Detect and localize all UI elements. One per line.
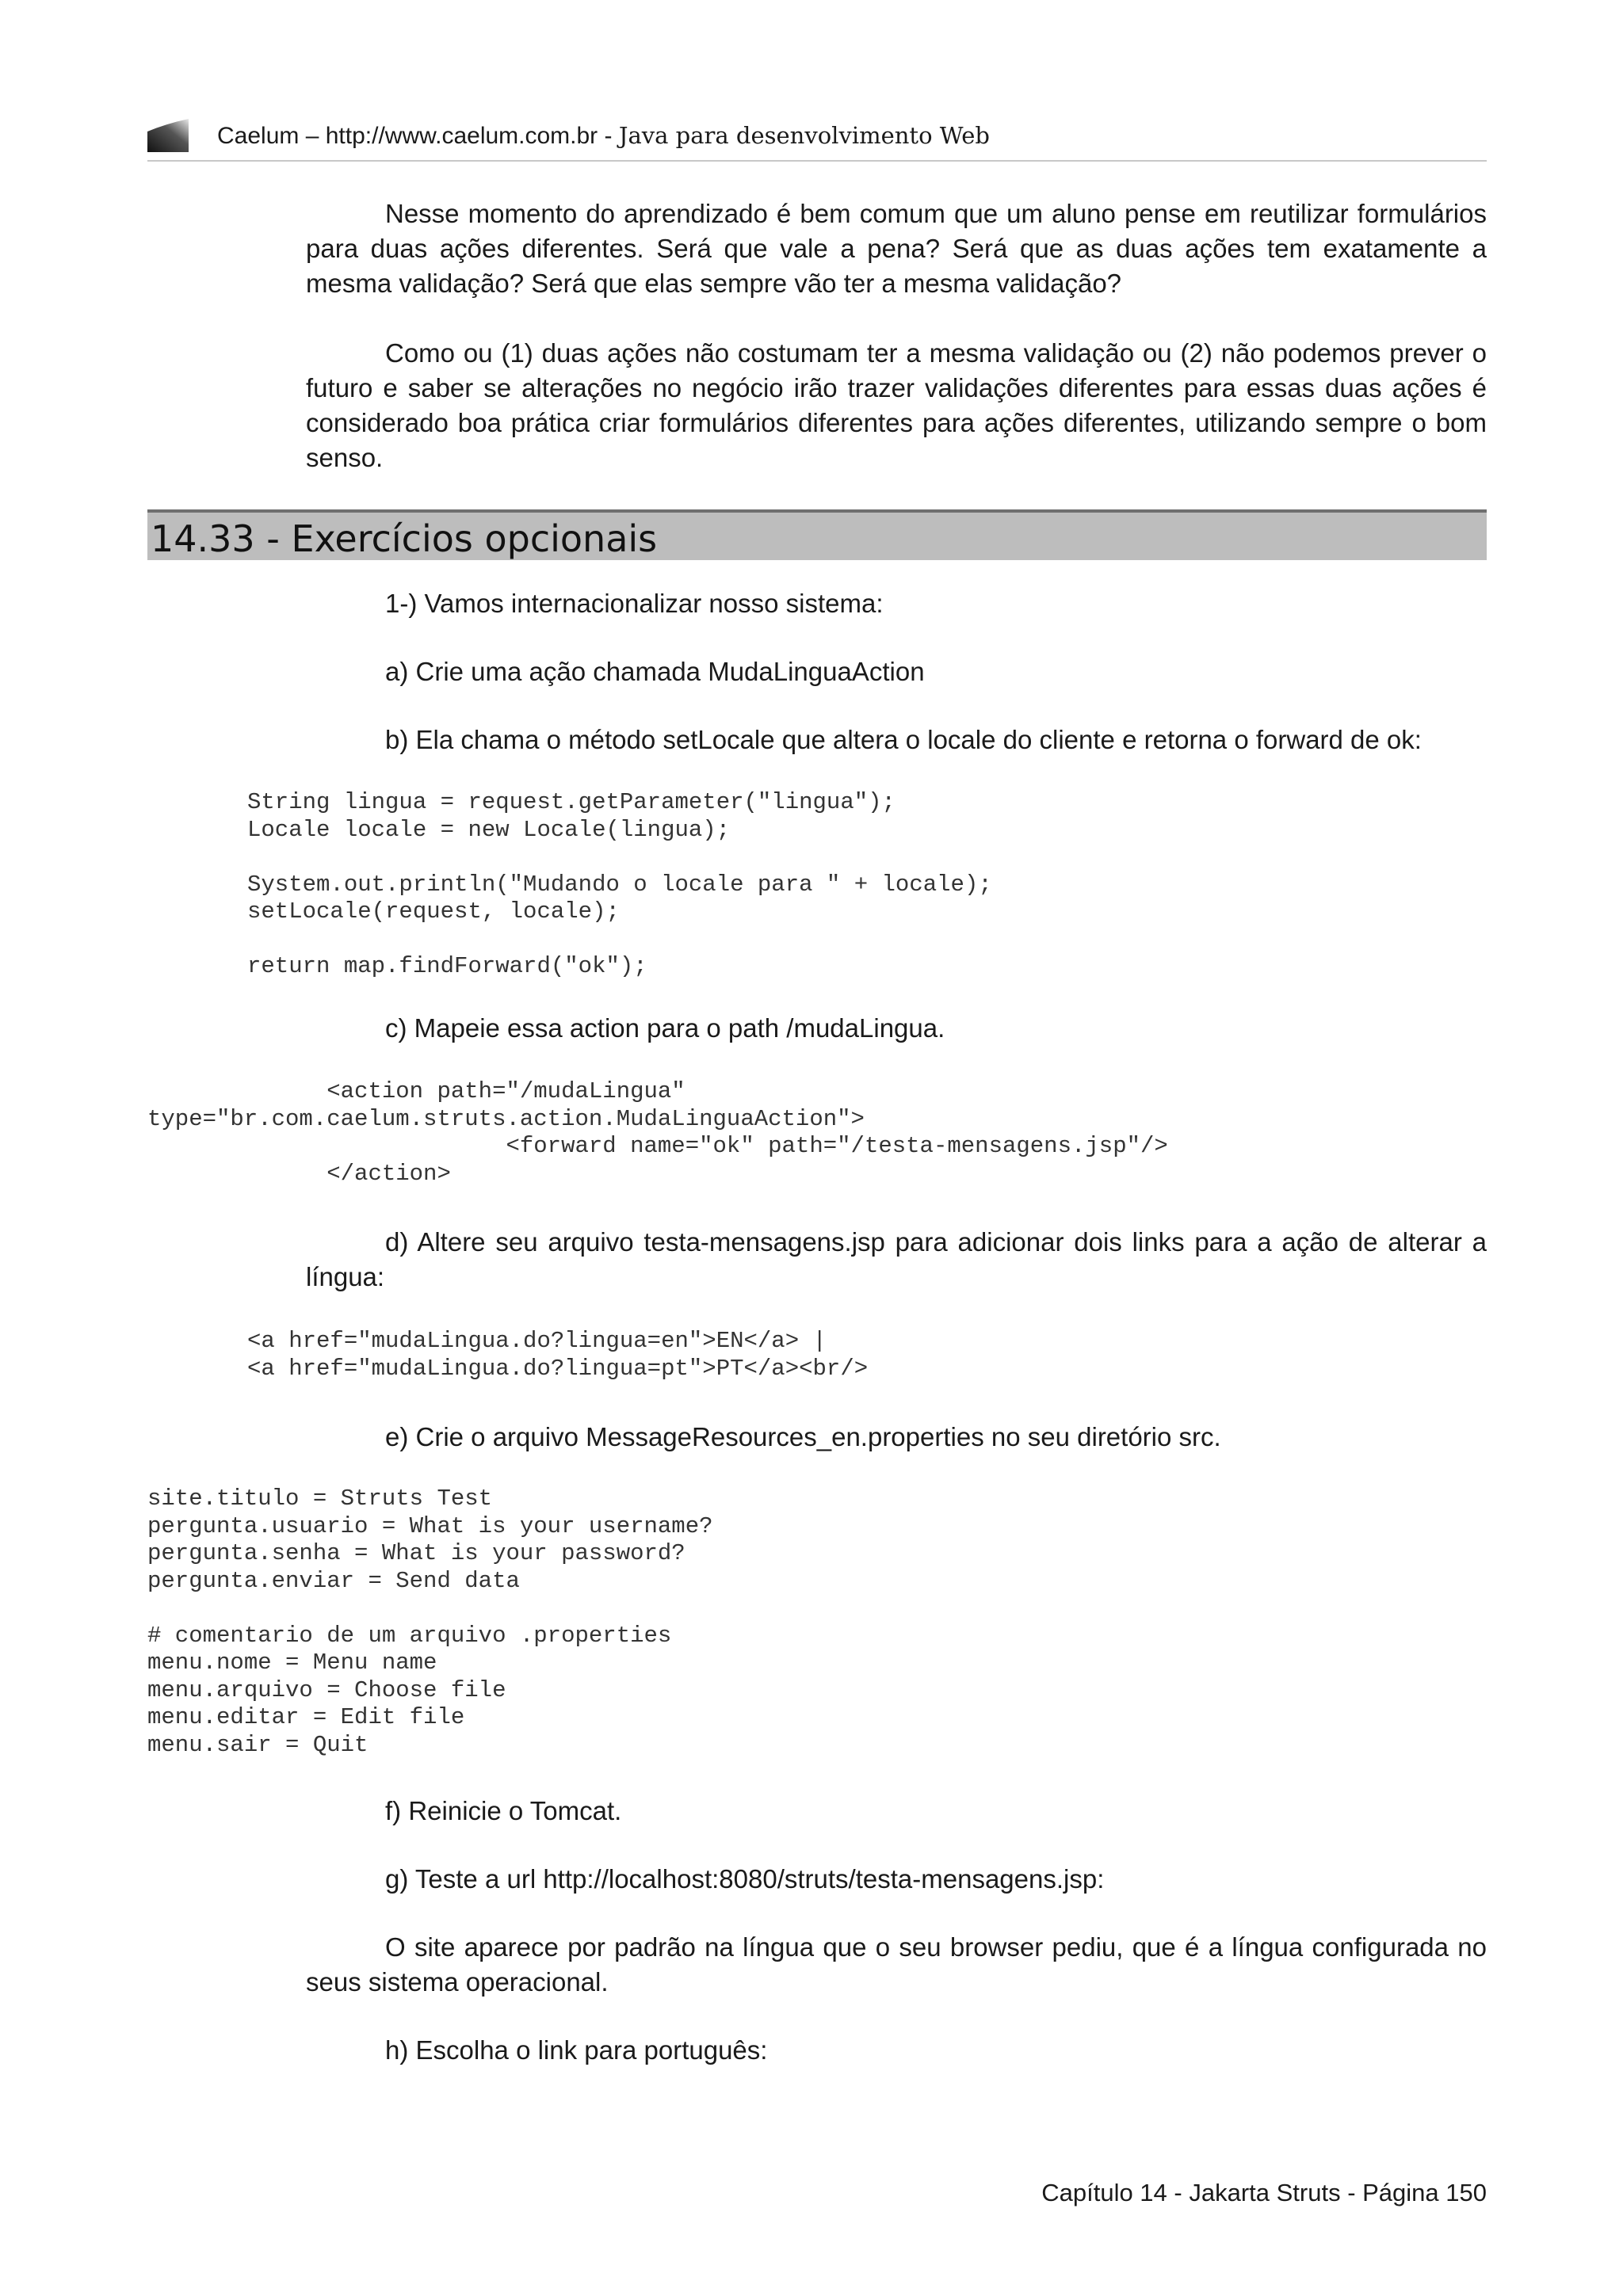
step-a: a) Crie uma ação chamada MudaLinguaAction: [385, 657, 925, 686]
header-book-title: Java para desenvolvimento Web: [618, 122, 990, 149]
section-heading-bar: [147, 509, 1487, 560]
page-header: [147, 119, 1487, 162]
page-footer: Capítulo 14 - Jakarta Struts - Página 150: [1041, 2179, 1487, 2206]
step-g: g) Teste a url http://localhost:8080/struts/testa-mensagens.jsp:: [385, 1864, 1105, 1894]
step-g-note: O site aparece por padrão na língua que o seu browser pediu, que é a língua configurada no seus sistema operacional.: [306, 1932, 1487, 1997]
step-h: h) Escolha o link para português:: [385, 2035, 768, 2065]
caelum-logo-icon: [147, 119, 189, 152]
intro-paragraph-1: Nesse momento do aprendizado é bem comum que um aluno pense em reutilizar formulários para duas ações diferentes. Será que vale a pena? Será que as duas ações tem exatamente a mesma validação? Será que elas sempre vão ter a mesma validação?: [306, 199, 1487, 298]
header-text: [217, 119, 990, 153]
code-java: String lingua = request.getParameter("lingua"); Locale locale = new Locale(lingua); System.out.println("Mudando o locale para " + locale); setLocale(request, locale); return map.findForward("ok");: [247, 789, 992, 979]
section-title: 14.33 - Exercícios opcionais: [151, 517, 658, 560]
step-1: 1-) Vamos internacionalizar nosso sistema:: [385, 589, 884, 618]
code-jsp: <a href="mudaLingua.do?lingua=en">EN</a> | <a href="mudaLingua.do?lingua=pt">PT</a><br/>: [247, 1328, 869, 1382]
code-properties: site.titulo = Struts Test pergunta.usuario = What is your username? pergunta.senha = What is your password? pergunta.enviar = Send data # comentario de um arquivo .properties menu.nome = Menu name menu.arquivo = Choose file menu.editar = Edit file menu.sair = Quit: [147, 1486, 713, 1758]
step-c: c) Mapeie essa action para o path /mudaLingua.: [385, 1013, 945, 1043]
step-b: b) Ela chama o método setLocale que altera o locale do cliente e retorna o forward de ok:: [385, 725, 1422, 754]
step-d: d) Altere seu arquivo testa-mensagens.jsp para adicionar dois links para a ação de alterar a língua:: [306, 1227, 1487, 1291]
code-xml: <action path="/mudaLingua" type="br.com.caelum.struts.action.MudaLinguaAction"> <forward name="ok" path="/testa-mensagens.jsp"/> </action>: [147, 1078, 1168, 1187]
step-e: e) Crie o arquivo MessageResources_en.properties no seu diretório src.: [385, 1422, 1221, 1451]
intro-paragraph-2: Como ou (1) duas ações não costumam ter a mesma validação ou (2) não podemos prever o futuro e saber se alterações no negócio irão trazer validações diferentes para essas duas ações é considerado boa prática criar formulários diferentes para ações diferentes, utilizando sempre o bom senso.: [306, 338, 1487, 472]
header-site: Caelum – http://www.caelum.com.br -: [217, 123, 619, 149]
step-f: f) Reinicie o Tomcat.: [385, 1796, 622, 1825]
